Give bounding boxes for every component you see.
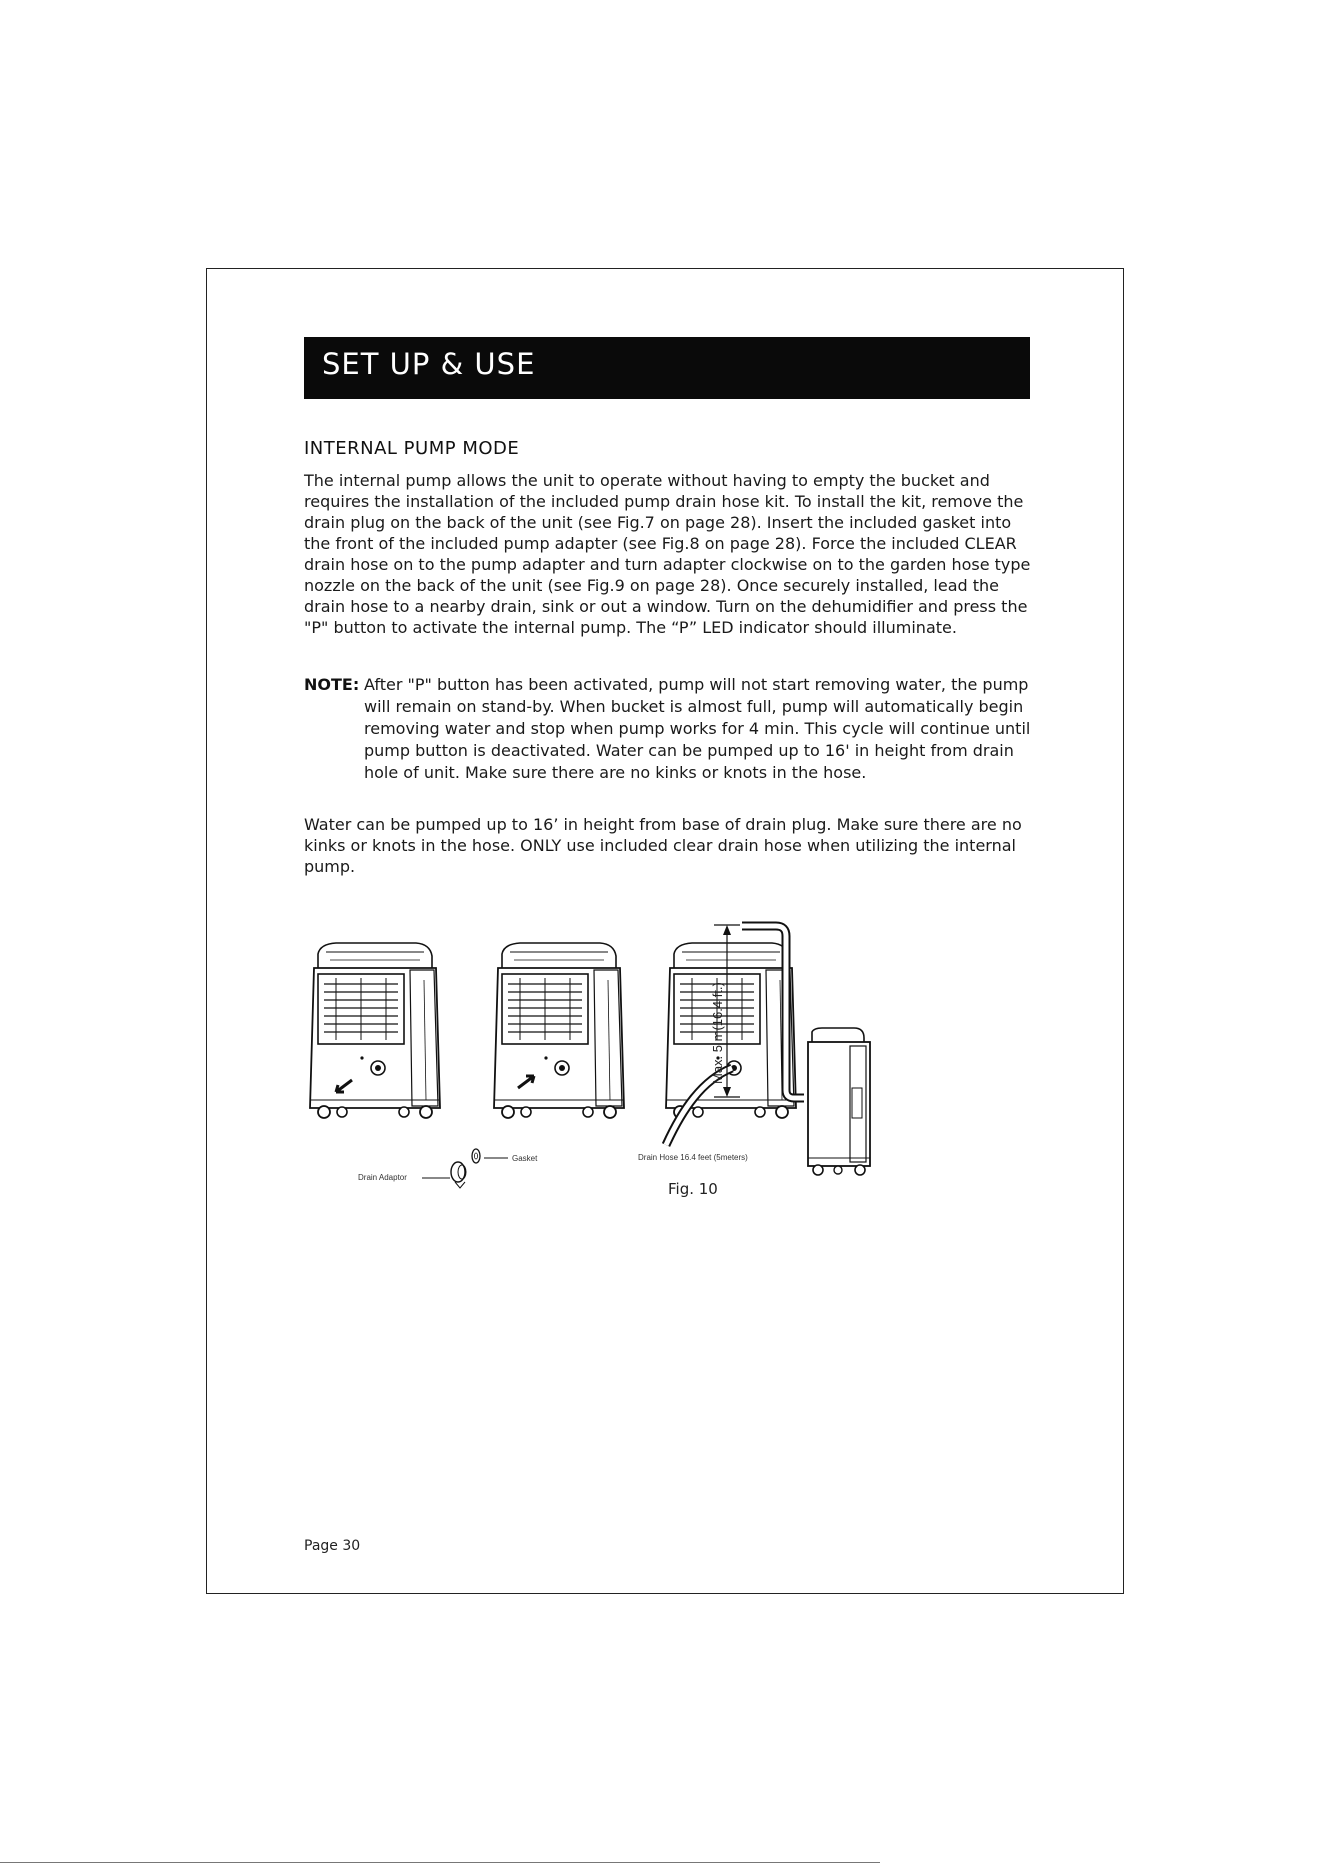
dehumidifier-unit-2 xyxy=(494,943,624,1118)
figure-illustration xyxy=(300,910,1040,1200)
dehumidifier-unit-1 xyxy=(310,943,440,1118)
max-height-label: Max. 5 m(16.4 ft.) xyxy=(710,982,725,1084)
intro-paragraph: The internal pump allows the unit to operate without having to empty the bucket and requires the installation of the included pump drain hose kit. To install the kit, remove the drain plug on the back of the unit (see Fig.7 on page 28). Insert the included gasket into the front of the included pump adapter (see Fig.8 on page 28). Force the included CLEAR drain hose on to the pump adapter and turn adapter clockwise on to the garden hose type nozzle on the back of the unit (see Fig.9 on page 28). Once securely installed, lead the drain hose to a nearby drain, sink or out a window. Turn on the dehumidifier and press the "P" button to activate the internal pump. The “P” LED indicator should illuminate. xyxy=(304,471,1031,637)
banner-title: SET UP & USE xyxy=(322,347,536,381)
drain-hose-label: Drain Hose 16.4 feet (5meters) xyxy=(638,1153,748,1162)
dehumidifier-side-view xyxy=(808,1028,870,1175)
note-text: After "P" button has been activated, pump will not start removing water, the pump will remain on stand-by. When bucket is almost full, pump will automatically begin removing water and stop when pump works for 4 min. This cycle will continue until pump button is deactivated. Water can be pumped up to 16' in height from drain hole of unit. Make sure there are no kinks or knots in the hose. xyxy=(364,675,1031,782)
section-title: INTERNAL PUMP MODE xyxy=(304,438,520,459)
gasket-icon xyxy=(472,1149,480,1163)
gasket-label: Gasket xyxy=(512,1154,538,1163)
pump-installation-figure xyxy=(300,910,1040,1200)
dehumidifier-unit-3 xyxy=(666,943,796,1145)
closing-paragraph: Water can be pumped up to 16’ in height from base of drain plug. Make sure there are no kinks or knots in the hose. ONLY use included clear drain hose when utilizing the internal pump. xyxy=(304,815,1022,876)
bottom-divider xyxy=(0,1862,880,1863)
page-number: Page 30 xyxy=(304,1538,361,1554)
drain-adaptor-icon xyxy=(451,1162,466,1188)
note-label: NOTE: xyxy=(304,675,360,694)
figure-caption: Fig. 10 xyxy=(668,1180,718,1198)
section-banner xyxy=(304,337,1030,399)
drain-adaptor-label: Drain Adaptor xyxy=(358,1173,407,1182)
